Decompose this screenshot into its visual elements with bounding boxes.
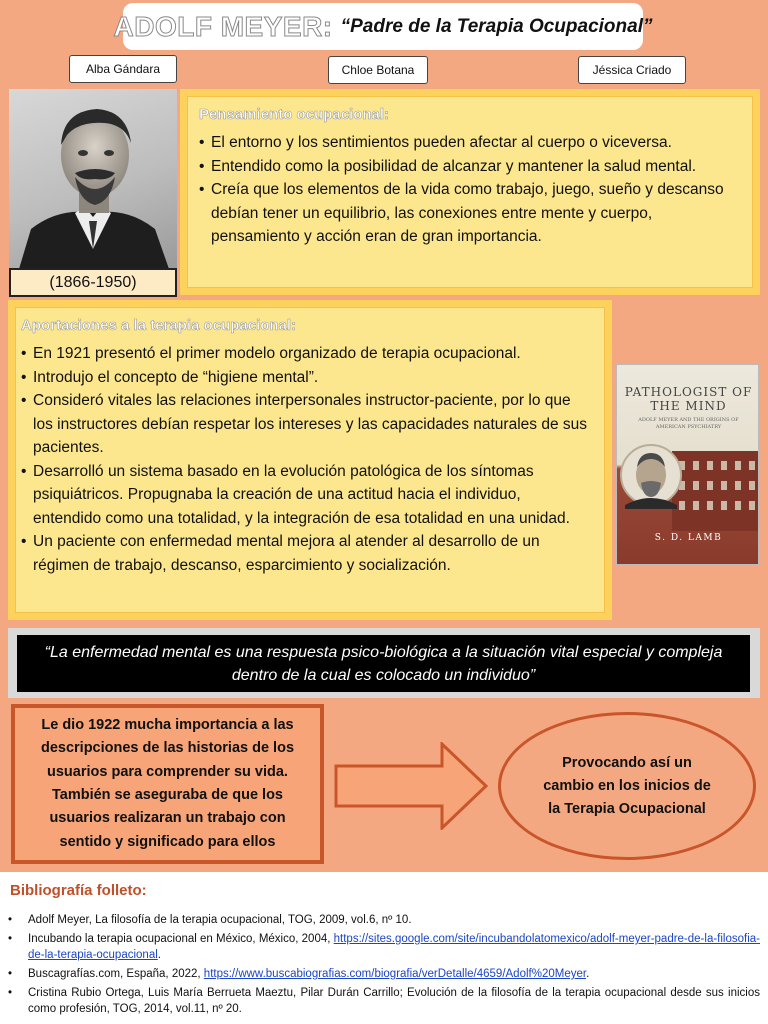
bibliography-title: Bibliografía folleto: — [10, 882, 147, 899]
bibliography-text: Cristina Rubio Ortega, Luis María Berrueta Maeztu, Pilar Durán Carrillo; Evolución de la filosofía de la terapia ocupacional desde sus inicios como profesión, TOG, 2014, vol.11, nº 20. — [28, 987, 760, 1015]
aportaciones-title: Aportaciones a la terapia ocupacional: — [21, 317, 297, 334]
arrow-right-icon — [334, 742, 490, 830]
book-cover — [616, 364, 759, 565]
list-item: • Introdujo el concepto de “higiene mental”. — [21, 366, 591, 390]
page-title-name: ADOLF MEYER: — [113, 10, 333, 42]
bibliography-item — [8, 912, 760, 928]
bibliography-list — [8, 912, 760, 1020]
flow-result-oval: Provocando así un cambio en los inicios de la Terapia Ocupacional — [498, 712, 756, 860]
book-author: S. D. LAMB — [654, 533, 723, 543]
book-subtitle: ADOLF MEYER AND THE ORIGINS OF AMERICAN PSYCHIATRY — [638, 417, 739, 430]
quote-text: “La enfermedad mental es una respuesta psico-biológica a la situación vital especial y compleja dentro de la cual es colocado un individuo” — [17, 635, 750, 692]
list-item: • Creía que los elementos de la vida como trabajo, juego, sueño y descanso debían tener un equilibrio, las conexiones entre mente y cuerpo, pensamiento y acción eran de gran importancia. — [199, 178, 741, 249]
author-tag: Jéssica Criado — [578, 56, 686, 84]
pensamiento-title: Pensamiento ocupacional: — [199, 106, 390, 123]
life-years: (1866-1950) — [9, 268, 177, 297]
bibliography-item — [8, 985, 760, 1017]
book-title: PATHOLOGIST OF THE MIND — [624, 385, 753, 413]
bibliography-item — [8, 966, 760, 982]
flow-left-box: Le dio 1922 mucha importancia a las descripciones de las historias de los usuarios para comprender su vida. También se aseguraba de que los usuarios realizaran un trabajo con sentido y significado para ellos — [11, 704, 324, 864]
bibliography-text-end: . — [586, 968, 590, 980]
list-item: • Un paciente con enfermedad mental mejora al atender al desarrollo de un régimen de trabajo, descanso, esparcimiento y socialización. — [21, 530, 591, 577]
bibliography-text: Adolf Meyer, La filosofía de la terapia ocupacional, TOG, 2009, vol.6, nº 10. — [28, 914, 412, 926]
bibliography-text: Buscagrafías.com, España, 2022, — [28, 968, 204, 980]
aportaciones-box — [8, 300, 612, 620]
list-item: • Entendido como la posibilidad de alcanzar y mantener la salud mental. — [199, 155, 741, 179]
author-tag: Alba Gándara — [69, 55, 177, 83]
pensamiento-box — [180, 89, 760, 295]
title-banner — [113, 3, 653, 50]
author-tag: Chloe Botana — [328, 56, 428, 84]
portrait-illustration — [9, 89, 177, 269]
bibliography-link[interactable]: https://sites.google.com/site/incubandolatomexico/adolf-meyer-padre-de-la-filosofia-de-la-terapia-ocupacional — [28, 933, 760, 961]
aportaciones-list — [21, 342, 591, 577]
book-illustration — [617, 441, 759, 531]
list-item: • El entorno y los sentimientos pueden afectar al cuerpo o viceversa. — [199, 131, 741, 155]
bibliography-link[interactable]: https://www.buscabiografias.com/biografia/verDetalle/4659/Adolf%20Meyer — [203, 968, 587, 980]
list-item: • Desarrolló un sistema basado en la evolución patológica de los síntomas psiquiátricos. Propugnaba la creación de una actitud hacia el individuo, entendido como una totalidad, y la integración de esa totalidad en una unidad. — [21, 460, 591, 531]
pensamiento-list — [199, 131, 741, 249]
portrait-photo — [9, 89, 177, 269]
page-title-subtitle: “Padre de la Terapia Ocupacional” — [340, 15, 653, 37]
bibliography-item — [8, 931, 760, 963]
list-item: • Consideró vitales las relaciones interpersonales instructor-paciente, por lo que los instructores debían respetar los intereses y las capacidades naturales de sus pacientes. — [21, 389, 591, 460]
list-item: • En 1921 presentó el primer modelo organizado de terapia ocupacional. — [21, 342, 591, 366]
bibliography-text-end: . — [157, 949, 161, 961]
bibliography-text: Incubando la terapia ocupacional en México, México, 2004, — [28, 933, 334, 945]
